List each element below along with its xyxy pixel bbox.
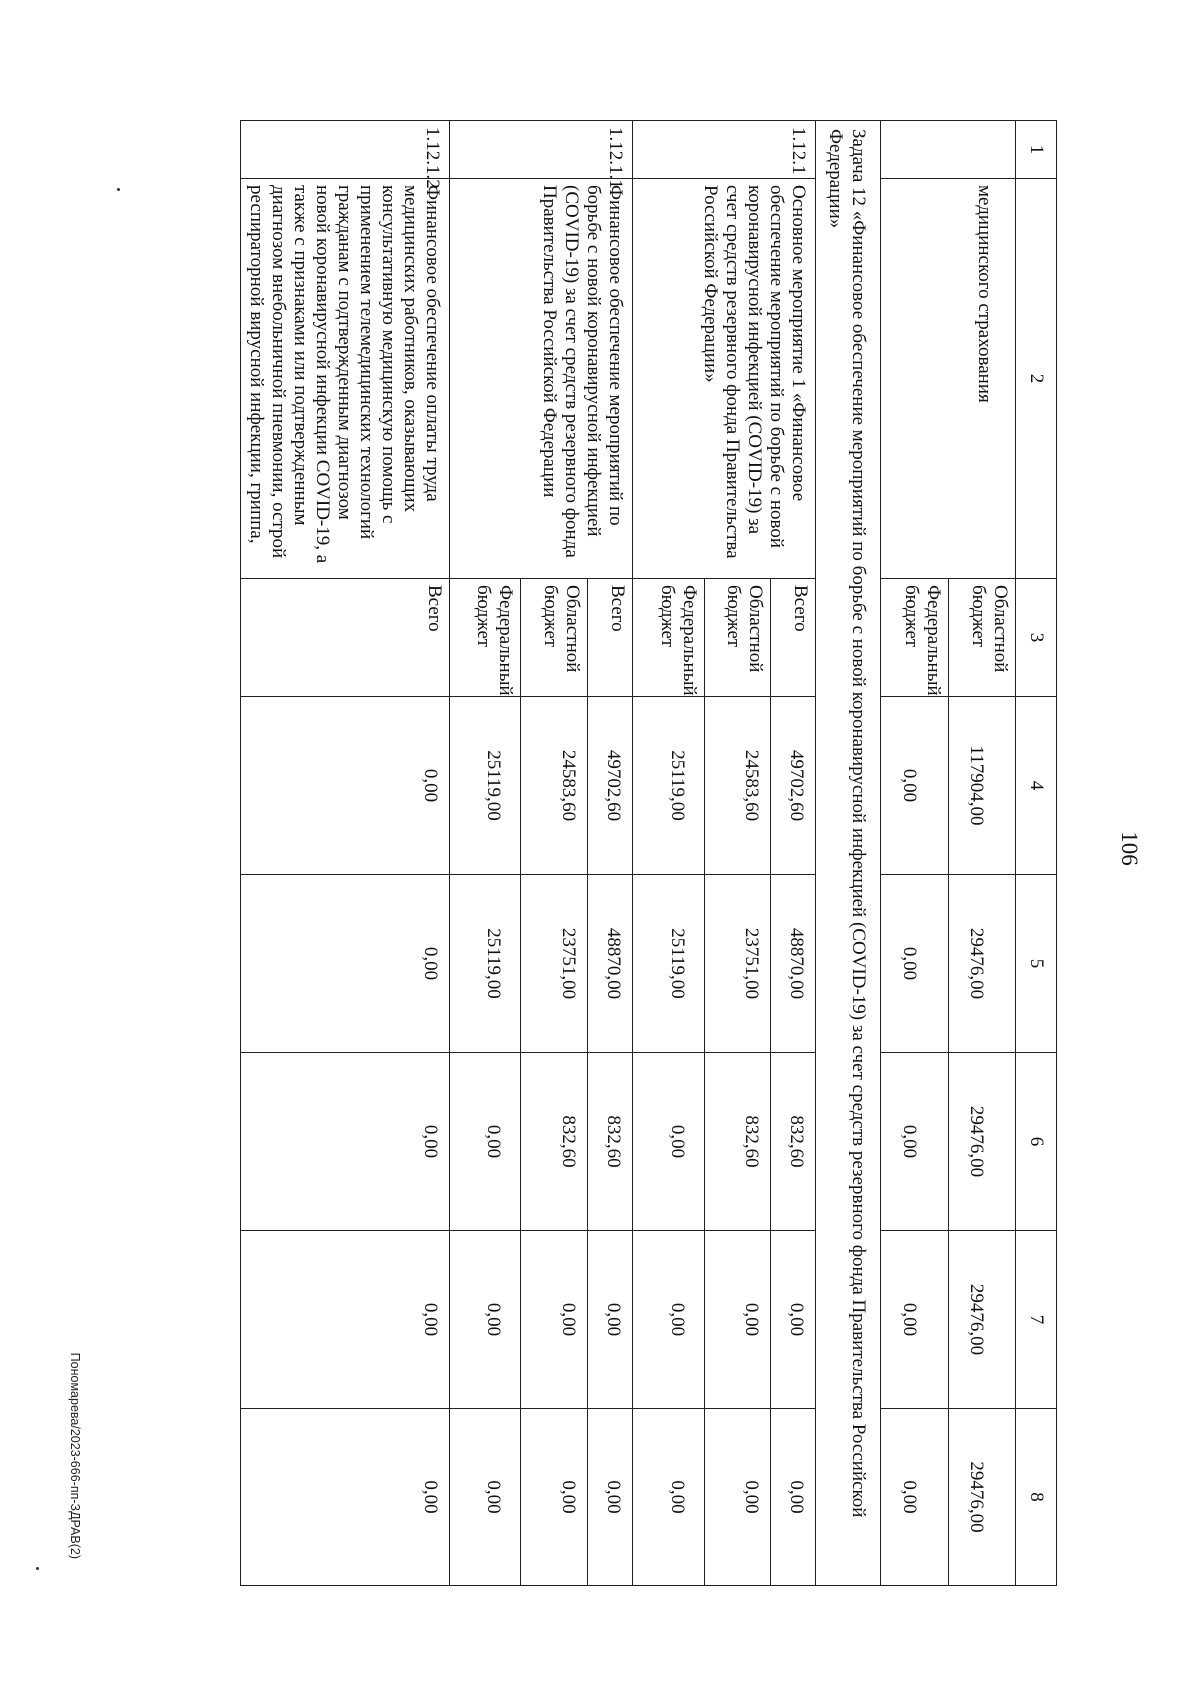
value-cell: 0,00 <box>881 1409 949 1586</box>
value-cell: 29476,00 <box>949 1231 1016 1409</box>
header-cell: 7 <box>1016 1231 1057 1409</box>
row-name: Финансовое обеспечение мероприятий по борьбе с новой коронавирусной инфекцией (COVID-19) за счет средств резервного фонда Правительства Российской Федерации <box>450 179 633 579</box>
scan-speck <box>117 188 120 191</box>
value-cell: 0,00 <box>881 1053 949 1231</box>
value-cell: 0,00 <box>881 697 949 875</box>
value-cell: 0,00 <box>450 1231 521 1409</box>
header-cell: 1 <box>1016 121 1057 179</box>
value-cell: 0,00 <box>771 1231 816 1409</box>
value-cell: 23751,00 <box>521 875 588 1053</box>
header-cell: 2 <box>1016 179 1057 579</box>
value-cell: 25119,00 <box>633 697 705 875</box>
value-cell: 0,00 <box>241 875 450 1053</box>
value-cell: 0,00 <box>450 1409 521 1586</box>
value-cell: 0,00 <box>241 697 450 875</box>
header-cell: 3 <box>1016 579 1057 697</box>
value-cell: 0,00 <box>241 1409 450 1586</box>
value-cell: 832,60 <box>705 1053 771 1231</box>
value-cell: 48870,00 <box>588 875 633 1053</box>
funding-source: Областной бюджет <box>521 579 588 697</box>
page-number: 106 <box>1117 831 1142 866</box>
row-name: медицинского страхования <box>881 179 1016 579</box>
header-cell: 6 <box>1016 1053 1057 1231</box>
funding-source: Всего <box>588 579 633 697</box>
row-name: Основное мероприятие 1 «Финансовое обеспечение мероприятий по борьбе с новой коронавирусной инфекцией (COVID-19) за счет средств резервного фонда Правительства Российской Федерации» <box>633 179 816 579</box>
value-cell: 23751,00 <box>705 875 771 1053</box>
value-cell: 0,00 <box>881 1231 949 1409</box>
value-cell: 29476,00 <box>949 1409 1016 1586</box>
value-cell: 0,00 <box>588 1231 633 1409</box>
value-cell: 0,00 <box>241 1231 450 1409</box>
value-cell: 24583,60 <box>521 697 588 875</box>
table-row <box>771 121 816 1586</box>
value-cell: 0,00 <box>771 1409 816 1586</box>
funding-source: Областной бюджет <box>949 579 1016 697</box>
header-cell: 8 <box>1016 1409 1057 1586</box>
table-row <box>241 121 450 1586</box>
header-cell: 4 <box>1016 697 1057 875</box>
task-row <box>816 121 881 1586</box>
value-cell: 25119,00 <box>633 875 705 1053</box>
value-cell: 0,00 <box>521 1409 588 1586</box>
row-code: 1.12.1.2 <box>241 121 450 179</box>
funding-source: Всего <box>241 579 450 697</box>
value-cell: 0,00 <box>521 1231 588 1409</box>
funding-source: Федеральный бюджет <box>881 579 949 697</box>
row-code: 1.12.1.1 <box>450 121 633 179</box>
value-cell: 25119,00 <box>450 875 521 1053</box>
document-id: Пономарева/2023-666-пп-ЗДРАВ(2) <box>68 1352 82 1559</box>
value-cell: 0,00 <box>881 875 949 1053</box>
value-cell: 117904,00 <box>949 697 1016 875</box>
row-name: Финансовое обеспечение оплаты труда медицинских работников, оказывающих консультативную медицинскую помощь с применением телемедицинских технологий гражданам с подтвержденным диагнозом новой коронавирусной инфекции COVID-19, а также с признаками или подтвержденным диагнозом внебольничной пневмонии, острой респираторной вирусной инфекции, гриппа, <box>241 179 450 579</box>
value-cell: 25119,00 <box>450 697 521 875</box>
value-cell: 0,00 <box>705 1231 771 1409</box>
table-row <box>588 121 633 1586</box>
value-cell: 832,60 <box>771 1053 816 1231</box>
value-cell: 48870,00 <box>771 875 816 1053</box>
funding-source: Федеральный бюджет <box>633 579 705 697</box>
value-cell: 0,00 <box>633 1231 705 1409</box>
value-cell: 49702,60 <box>771 697 816 875</box>
table-row <box>949 121 1016 1586</box>
value-cell: 832,60 <box>521 1053 588 1231</box>
value-cell: 29476,00 <box>949 1053 1016 1231</box>
header-row <box>1016 121 1057 1586</box>
funding-source: Всего <box>771 579 816 697</box>
value-cell: 49702,60 <box>588 697 633 875</box>
value-cell: 0,00 <box>450 1053 521 1231</box>
row-code: 1.12.1 <box>633 121 816 179</box>
value-cell: 0,00 <box>241 1053 450 1231</box>
header-cell: 5 <box>1016 875 1057 1053</box>
value-cell: 0,00 <box>633 1409 705 1586</box>
value-cell: 24583,60 <box>705 697 771 875</box>
funding-source: Федеральный бюджет <box>450 579 521 697</box>
value-cell: 0,00 <box>633 1053 705 1231</box>
value-cell: 0,00 <box>588 1409 633 1586</box>
row-code <box>881 121 1016 179</box>
funding-source: Областной бюджет <box>705 579 771 697</box>
value-cell: 0,00 <box>705 1409 771 1586</box>
task-heading: Задача 12 «Финансовое обеспечение мероприятий по борьбе с новой коронавирусной инфекцией (COVID-19) за счет средств резервного фонда Правительства Российской Федерации» <box>816 121 881 1586</box>
scan-speck <box>36 1567 39 1570</box>
budget-table <box>240 120 1057 1586</box>
value-cell: 832,60 <box>588 1053 633 1231</box>
value-cell: 29476,00 <box>949 875 1016 1053</box>
